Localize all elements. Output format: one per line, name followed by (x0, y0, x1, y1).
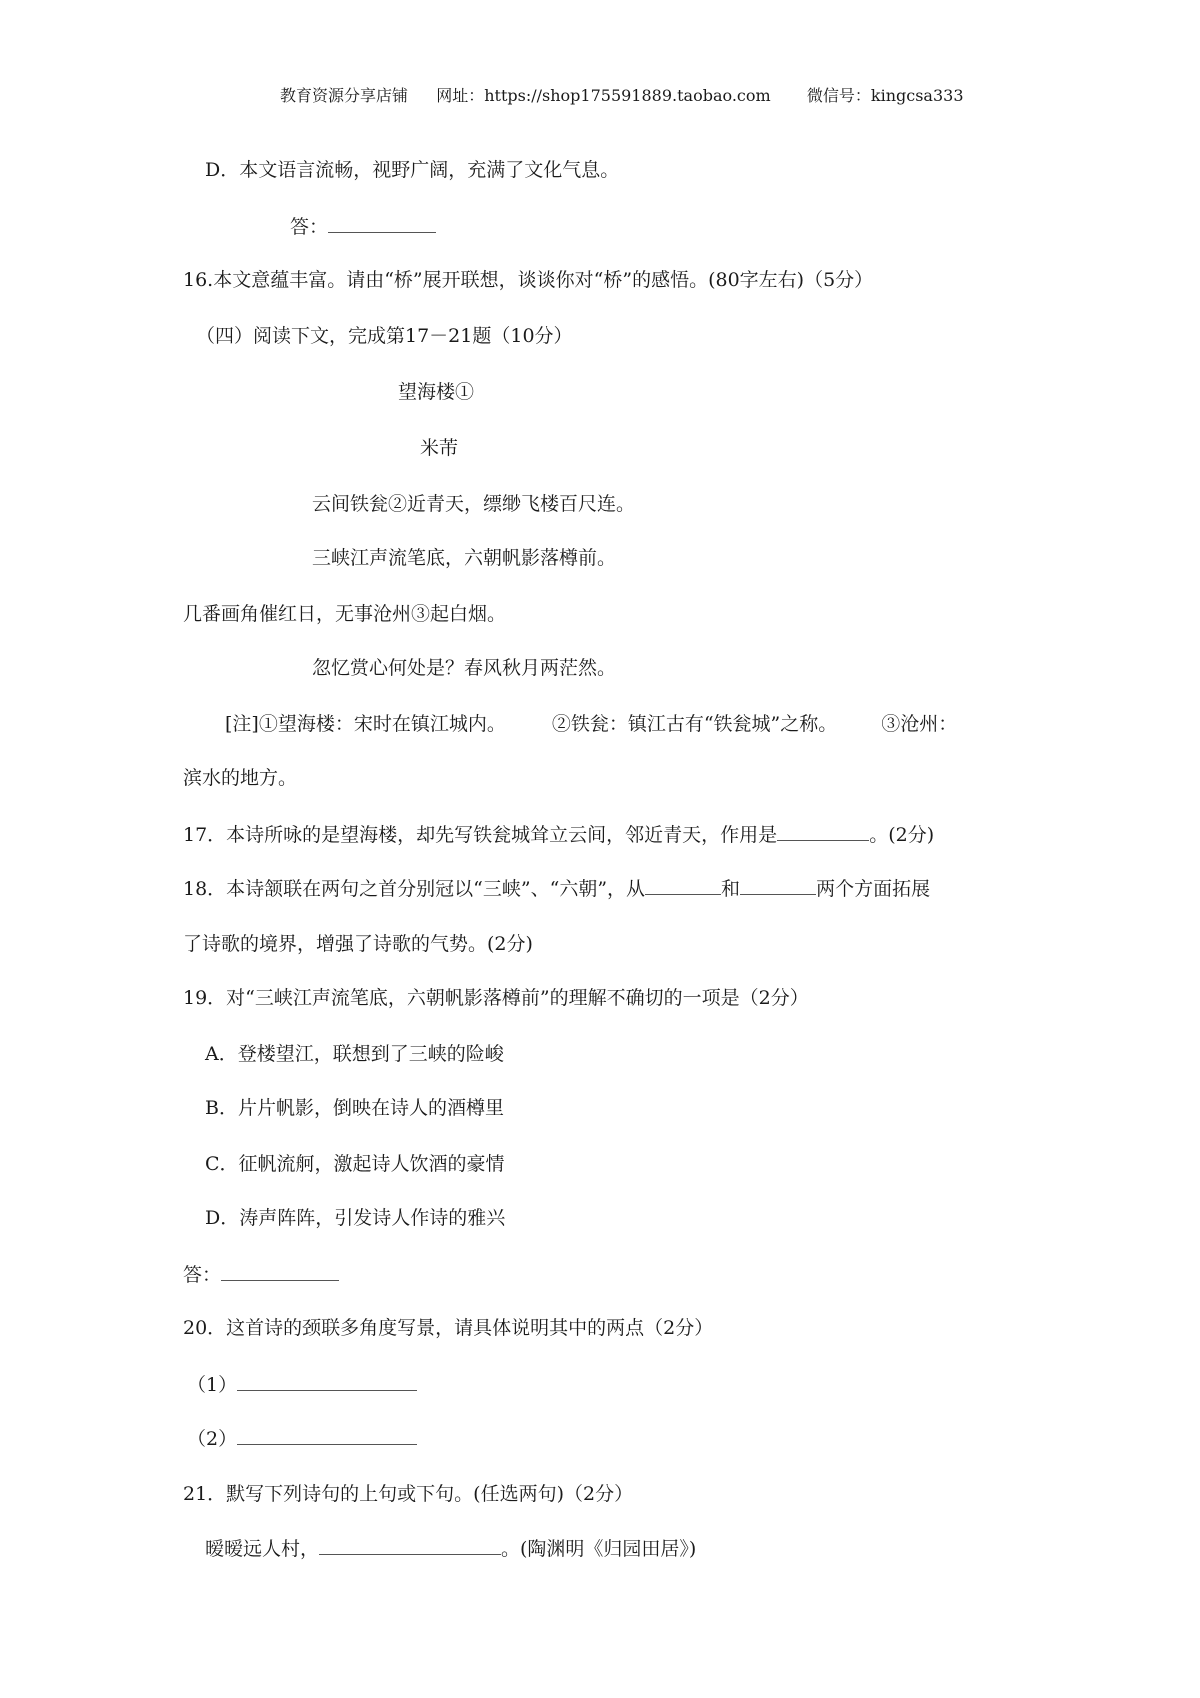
q20-item-2-label: （2） (187, 1428, 238, 1450)
q17-score: 。(2分) (869, 824, 935, 846)
poem-line-1: 云间铁瓮②近青天，缥缈飞楼百尺连。 (312, 493, 636, 515)
q15-answer (290, 214, 436, 239)
question-19: 19．对“三峡江声流笔底，六朝帆影落樽前”的理解不确切的一项是（2分） (183, 987, 809, 1009)
page-header (280, 84, 964, 108)
question-18-cont: 了诗歌的境界，增强了诗歌的气势。(2分) (183, 933, 533, 955)
poem-notes-cont: 滨水的地方。 (183, 767, 298, 789)
header-url: https://shop175591889.taobao.com (484, 86, 771, 105)
question-17 (183, 822, 934, 847)
q19-answer-blank[interactable] (221, 1262, 339, 1281)
header-wechat: kingcsa333 (870, 86, 964, 105)
q17-text: 17．本诗所咏的是望海楼，却先写铁瓮城耸立云间，邻近青天，作用是 (183, 824, 778, 846)
q18-text: 18．本诗颔联在两句之首分别冠以“三峡”、“六朝”，从 (183, 878, 646, 900)
note-3: ③沧州： (881, 713, 958, 735)
q15-option-d: D．本文语言流畅，视野广阔，充满了文化气息。 (205, 159, 620, 181)
q18-text-end: 两个方面拓展 (816, 878, 931, 900)
q18-blank-1[interactable] (645, 876, 721, 895)
q19-answer-label: 答： (183, 1264, 222, 1286)
question-16: 16.本文意蕴丰富。请由“桥”展开联想，谈谈你对“桥”的感悟。(80字左右)（5分） (183, 269, 874, 291)
poem-author: 米芾 (420, 437, 459, 459)
header-shop: 教育资源分享店铺 (280, 86, 409, 105)
q19-option-c: C．征帆流舸，激起诗人饮酒的豪情 (205, 1153, 505, 1175)
q18-blank-2[interactable] (740, 876, 816, 895)
q20-blank-1[interactable] (237, 1372, 417, 1391)
q17-blank[interactable] (777, 822, 869, 841)
note-2: ②铁瓮：镇江古有“铁瓮城”之称。 (551, 713, 838, 735)
q19-answer (183, 1262, 339, 1287)
poem-line-4: 忽忆赏心何处是？春风秋月两茫然。 (312, 657, 617, 679)
note-1: [注]①望海楼：宋时在镇江城内。 (225, 713, 506, 735)
q21-blank[interactable] (319, 1536, 501, 1555)
q21-source: 。(陶渊明《归园田居》) (501, 1538, 697, 1560)
question-18 (183, 876, 930, 901)
question-21: 21．默写下列诗句的上句或下句。(任选两句)（2分） (183, 1483, 634, 1505)
poem-notes (225, 712, 957, 736)
q18-and: 和 (721, 878, 741, 900)
q20-item-1-label: （1） (187, 1374, 238, 1396)
header-url-label: 网址： (436, 86, 485, 105)
q15-answer-label: 答： (290, 216, 329, 238)
poem-line-3: 几番画角催红日，无事沧州③起白烟。 (183, 603, 507, 625)
q21-item (205, 1536, 696, 1561)
poem-line-2: 三峡江声流笔底，六朝帆影落樽前。 (312, 547, 617, 569)
q19-option-b: B．片片帆影，倒映在诗人的酒樽里 (205, 1097, 504, 1119)
q19-option-d: D．涛声阵阵，引发诗人作诗的雅兴 (205, 1207, 506, 1229)
q20-item-1 (187, 1372, 417, 1397)
q15-answer-blank[interactable] (328, 214, 436, 233)
poem-title: 望海楼① (398, 381, 475, 403)
header-wechat-label: 微信号： (806, 86, 871, 105)
q19-option-a: A．登楼望江，联想到了三峡的险峻 (205, 1043, 504, 1065)
q21-text: 暧暧远人村， (205, 1538, 320, 1560)
q20-blank-2[interactable] (237, 1426, 417, 1445)
question-20: 20．这首诗的颈联多角度写景，请具体说明其中的两点（2分） (183, 1317, 714, 1339)
q20-item-2 (187, 1426, 417, 1451)
section-4-heading: （四）阅读下文，完成第17－21题（10分） (196, 325, 573, 347)
